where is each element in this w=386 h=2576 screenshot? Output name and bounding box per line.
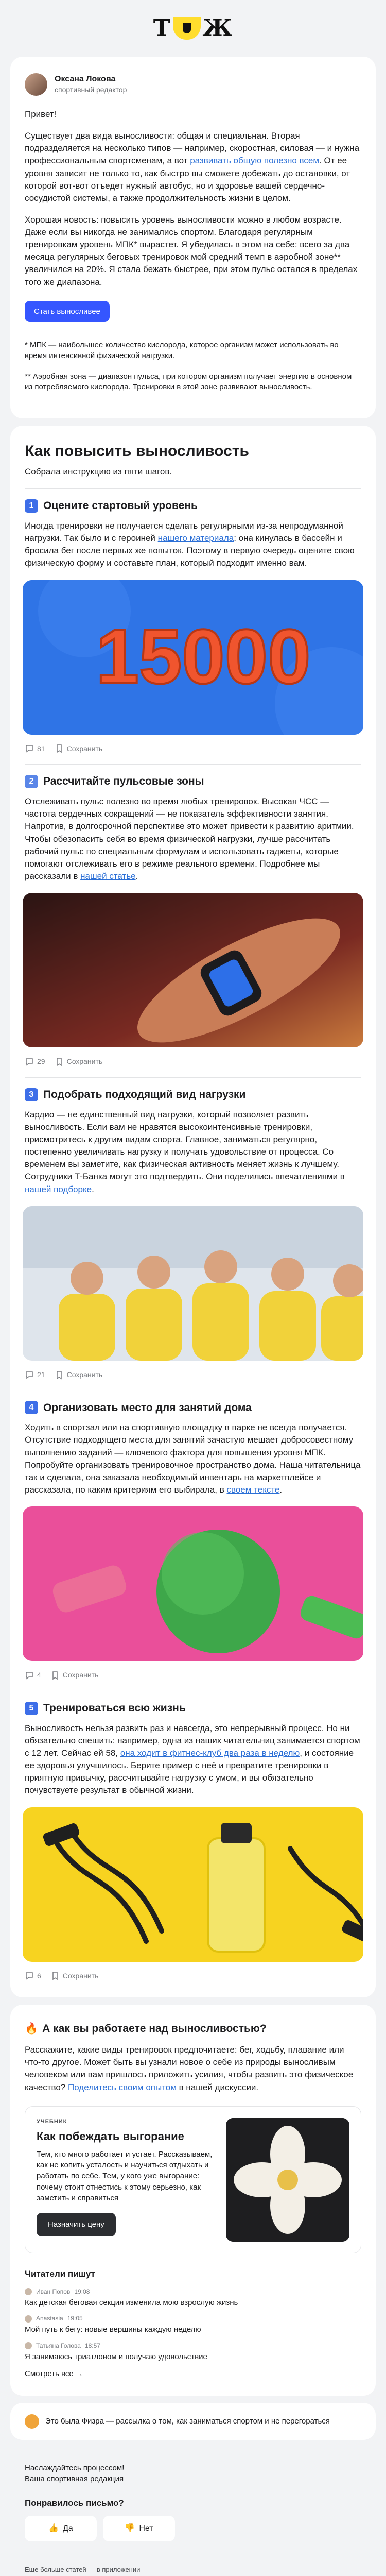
guide-subtitle: Собрала инструкцию из пяти шагов.	[25, 467, 172, 477]
signoff-line-1: Наслаждайтесь процессом!	[25, 2464, 125, 2473]
footnote-1: * МПК — наибольшее количество кислорода, которое организм может использовать во время интенсивной физической нагрузки.	[25, 340, 339, 361]
intro-p1-text: Существует два вида выносливости: общая и специальная. Вторая подразделяется на несколько типов — например, скоростная, силовая — и нужна профессиональным спортсменам, а вот	[25, 131, 360, 166]
divider	[25, 488, 361, 489]
step-text-end: : она кинулась в бассейн и бросила бег после первых же попыток. Поэтому в первую очередь оцените свою физическую форму и составьте план, который подходит именно вам.	[25, 533, 355, 568]
comments-count: 4	[37, 1671, 41, 1680]
comment-icon	[25, 1370, 34, 1380]
question-title-text: А как вы работаете над выносливостью?	[42, 2023, 267, 2035]
set-price-button[interactable]: Назначить цену	[37, 2213, 116, 2236]
question-text	[25, 2044, 361, 2094]
save-button[interactable]	[55, 1057, 103, 1067]
comments-counter[interactable]	[25, 1670, 41, 1681]
comments-count: 21	[37, 1370, 45, 1379]
intro-p1-end: . От ее уровня зависит не только то, как быстро вы сможете добежать до остановки, от которой вот-вот отъедет нужный автобус, но и здоровье вашей сердечно-сосудистой системы, а также продолжительность жизни в целом.	[25, 156, 350, 203]
ribbon-number-text: 15000	[96, 613, 311, 700]
course-badge: УЧЕБНИК	[37, 2118, 67, 2125]
step-2-link[interactable]: нашей статье	[80, 871, 136, 881]
avatar	[25, 73, 47, 96]
step-1-link[interactable]: нашего материала	[157, 533, 234, 544]
step-1-text	[25, 520, 361, 570]
course-text: Тем, кто много работает и устает. Рассказываем, как не копить усталость и научиться отдыхать и работать по себе. Тем, у кого уже выгорание: почему стоит отнестись к этому серьезно, как заметить и справиться	[37, 2149, 213, 2202]
vote-yes-label: Да	[63, 2523, 73, 2533]
step-text-body: Выносливость нельзя развить раз и навсегда, это непрерывный процесс. Но ни обязательно спешить: например, одна из наших читательниц занимается спортом с 12 лет. Сейчас ей 58,	[25, 1723, 360, 1758]
step-text-end: .	[135, 871, 138, 881]
emoji-icon	[25, 2414, 39, 2429]
author-name: Оксана Локова	[55, 74, 116, 83]
newsletter-promo	[10, 2403, 376, 2440]
comments-count: 6	[37, 1971, 41, 1980]
footer	[0, 2447, 386, 2552]
save-button[interactable]	[50, 1971, 99, 1981]
flower-illustration	[226, 2118, 349, 2242]
comments-count: 81	[37, 744, 45, 753]
reader-item[interactable]	[25, 2342, 361, 2362]
intro-paragraph-1	[25, 130, 361, 205]
comments-count: 29	[37, 1057, 45, 1066]
author-role: спортивный редактор	[55, 86, 127, 94]
step-number: 4	[25, 1401, 38, 1414]
logo[interactable]: Т Ж	[153, 14, 233, 41]
step-title-text: Подобрать подходящий вид нагрузки	[43, 1088, 246, 1100]
step-1-reactions	[25, 744, 361, 754]
step-1-title	[25, 498, 361, 514]
expander-bottle-illustration	[23, 1807, 363, 1962]
share-experience-link[interactable]: Поделитесь своим опытом	[67, 2082, 177, 2092]
greeting: Привет!	[25, 109, 57, 119]
discussion-card	[10, 2005, 376, 2396]
question-text-end: в нашей дискуссии.	[176, 2082, 259, 2092]
team-photo	[23, 1206, 363, 1361]
vote-buttons	[25, 2516, 361, 2541]
guide-card	[10, 426, 376, 1997]
become-enduring-button[interactable]: Стать выносливее	[25, 301, 110, 322]
step-text-end: , и состояние ее здоровья улучшилось. Берите пример с неё и превратите тренировки в приятную привычку, рассчитывайте нагрузку с умом, и вы обязательно почувствуете результат в обычной жизни.	[25, 1748, 354, 1795]
save-label: Сохранить	[66, 1057, 103, 1066]
step-5-image	[23, 1807, 363, 1962]
smartwatch-photo	[23, 893, 363, 1047]
step-2-title	[25, 774, 361, 789]
step-3-link[interactable]: нашей подборке	[25, 1184, 92, 1194]
bookmark-icon	[50, 1971, 60, 1980]
save-button[interactable]	[55, 1370, 103, 1380]
reader-name: Татьяна Голова	[36, 2342, 81, 2349]
logo-icon	[173, 17, 201, 40]
intro-card	[10, 57, 376, 418]
save-label: Сохранить	[66, 1370, 103, 1379]
save-button[interactable]	[55, 744, 103, 754]
comments-counter[interactable]	[25, 744, 45, 754]
step-5-text	[25, 1722, 361, 1797]
step-text-end: .	[92, 1184, 94, 1194]
apps-text: Еще больше статей — в приложении	[25, 2565, 141, 2573]
intro-link[interactable]: развивать общую полезно всем	[190, 156, 320, 166]
step-text-body: Кардио — не единственный вид нагрузки, который позволяет развить выносливость. Если вам не нравятся высокоинтенсивные тренировки, присмотритесь к другим видам спорта. Главное, заниматься регулярно, постепенно увеличивать нагрузку и получать удовольствие от процесса. Со временем вы заметите, как физическая активность меняет жизнь к лучшему. Сотрудники Т-Банка могут это подтвердить. Они поделились впечатлениями в	[25, 1109, 345, 1182]
step-title-text: Тренироваться всю жизнь	[43, 1702, 186, 1714]
vote-yes-button[interactable]	[25, 2516, 97, 2541]
avatar	[25, 2342, 32, 2349]
fire-icon: 🔥	[25, 2023, 39, 2035]
save-label: Сохранить	[66, 744, 103, 753]
comment-icon	[25, 1057, 34, 1066]
step-5-reactions	[25, 1971, 361, 1981]
save-label: Сохранить	[62, 1971, 99, 1980]
comments-counter[interactable]	[25, 1370, 45, 1380]
ribbon-number-illustration	[23, 580, 363, 735]
guide-title: Как повысить выносливость	[25, 443, 249, 460]
footnote-2: ** Аэробная зона — диапазон пульса, при котором организм получает энергию в основном из потребляемого кислорода. Тренировки в этой зоне развивают выносливость.	[25, 371, 352, 392]
comments-counter[interactable]	[25, 1057, 45, 1067]
step-3-text	[25, 1109, 361, 1196]
avatar	[25, 2288, 32, 2295]
comment-icon	[25, 744, 34, 753]
step-title-text: Оцените стартовый уровень	[43, 500, 198, 512]
bookmark-icon	[55, 1370, 64, 1380]
step-number: 5	[25, 1702, 38, 1715]
save-button[interactable]	[50, 1670, 99, 1681]
author	[25, 73, 361, 96]
question-title	[25, 2021, 361, 2037]
step-5-link[interactable]: она ходит в фитнес-клуб два раза в неделю	[120, 1748, 300, 1758]
reader-item[interactable]	[25, 2314, 361, 2335]
vote-no-button[interactable]	[103, 2516, 175, 2541]
reader-text: Я занимаюсь триатлоном и получаю удовольствие	[25, 2352, 207, 2361]
reader-text: Мой путь к бегу: новые вершины каждую неделю	[25, 2325, 201, 2334]
step-text-body: Отслеживать пульс полезно во время любых тренировок. Высокая ЧСС — частота сердечных сокращений — не показатель эффективности занятия. Напротив, в долгосрочной перспективе это может привести к развитию аритмии. Чтобы обезопасить себя во время физической нагрузки, лучше рассчитать рабочий пульс по специальным формулам и использовать гаджеты, которые помогают отслеживать его в режиме реального времени. Подробнее мы рассказали в	[25, 796, 354, 881]
step-4-reactions	[25, 1670, 361, 1681]
avatar	[25, 2315, 32, 2323]
reader-time: 19:05	[67, 2315, 83, 2323]
step-text-body: Ходить в спортзал или на спортивную площадку в парке не всегда получается. Отсутствие подходящего места для занятий зачастую мешает добросовестному выполнению заданий — ключевого фактора для повышения уровня МПК. Попробуйте организовать тренировочное пространство дома. Наша читательница так и сделала, она заказала необходимый инвентарь на маркетплейсе и рассказала, по каким критериям его выбирала, в	[25, 1422, 361, 1495]
course-promo[interactable]	[25, 2106, 361, 2253]
save-label: Сохранить	[62, 1671, 99, 1680]
reader-name: Иван Попов	[36, 2287, 71, 2295]
step-4-text	[25, 1421, 361, 1496]
bookmark-icon	[55, 744, 64, 753]
thumbs-down-icon: 👎	[125, 2523, 135, 2533]
readers-title: Читатели пишут	[25, 2268, 95, 2279]
see-all-link[interactable]: Смотреть все →	[25, 2369, 83, 2378]
divider	[25, 764, 361, 765]
reader-time: 19:08	[74, 2287, 90, 2295]
comment-icon	[25, 1971, 34, 1980]
bookmark-icon	[50, 1671, 60, 1680]
step-number: 3	[25, 1088, 38, 1101]
intro-paragraph-2: Хорошая новость: повысить уровень выносливости можно в любом возрасте. Даже если вы никогда не занимались спортом. Благодаря регулярным тренировкам уровень МПК* вырастет. Я убедилась в этом на себе: всего за два месяца регулярных беговых тренировок мой средний темп в аэробной зоне** увеличился на 20%. Я стала бежать быстрее, при этом пульс остался в пределах того же диапазона.	[25, 214, 358, 287]
step-3-title	[25, 1087, 361, 1103]
step-4-title	[25, 1400, 361, 1416]
thumbs-up-icon: 👍	[48, 2523, 59, 2533]
promo-text: Это была Физра — рассылка о том, как заниматься спортом и не перегораться	[45, 2417, 330, 2426]
vote-title: Понравилось письмо?	[25, 2498, 124, 2508]
step-2-text	[25, 795, 361, 883]
question-text-body: Расскажите, какие виды тренировок предпочитаете: бег, ходьбу, плавание или что-то другое. Может быть вы узнали новое о себе из природы выносливым человеком или вам пришлось приложить усилия, чтобы развить это физическое качество?	[25, 2045, 354, 2092]
step-2-image	[23, 893, 363, 1047]
step-text-end: .	[279, 1484, 283, 1495]
bookmark-icon	[55, 1057, 64, 1066]
comments-counter[interactable]	[25, 1971, 41, 1981]
step-title-text: Рассчитайте пульсовые зоны	[43, 775, 204, 788]
apps-block	[0, 2552, 386, 2576]
step-number: 1	[25, 499, 38, 513]
step-1-image	[23, 580, 363, 735]
signoff-line-2: Ваша спортивная редакция	[25, 2475, 124, 2484]
reader-item[interactable]	[25, 2287, 361, 2308]
step-4-image	[23, 1506, 363, 1661]
step-5-title	[25, 1701, 361, 1716]
step-4-link[interactable]: своем тексте	[226, 1484, 280, 1495]
step-number: 2	[25, 775, 38, 788]
reader-text: Как детская беговая секция изменила мою взрослую жизнь	[25, 2298, 238, 2307]
reader-time: 18:57	[84, 2342, 100, 2349]
step-text-body: Иногда тренировки не получается сделать регулярными из-за непродуманной нагрузки. Так было и с героиней	[25, 521, 343, 544]
course-title: Как побеждать выгорание	[37, 2130, 184, 2143]
step-title-text: Организовать место для занятий дома	[43, 1401, 252, 1414]
step-3-image	[23, 1206, 363, 1361]
step-2-reactions	[25, 1057, 361, 1067]
divider	[25, 1077, 361, 1078]
comment-icon	[25, 1671, 34, 1680]
step-3-reactions	[25, 1370, 361, 1380]
reader-name: Anastasia	[36, 2315, 63, 2323]
header	[0, 0, 386, 57]
course-image	[226, 2118, 349, 2242]
fitball-dumbbells-illustration	[23, 1506, 363, 1661]
vote-no-label: Нет	[139, 2523, 153, 2533]
